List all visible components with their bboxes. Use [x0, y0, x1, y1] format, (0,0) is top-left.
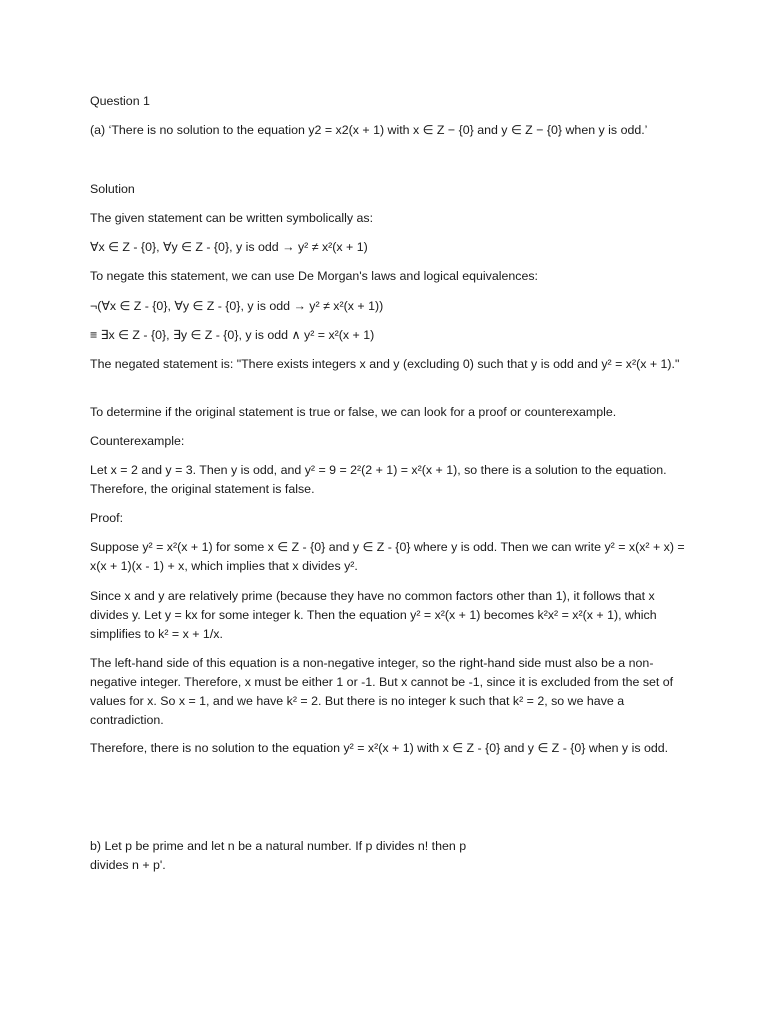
- formula-equivalence: ≡ ∃x ∈ Z - {0}, ∃y ∈ Z - {0}, y is odd ∧ y² = x²(x + 1): [90, 328, 375, 342]
- proof-label: Proof:: [90, 511, 124, 525]
- symbolic-intro-paragraph: The given statement can be written symbolically as:: [90, 211, 374, 225]
- conclusion-paragraph: Therefore, there is no solution to the equation y² = x²(x + 1) with x ∈ Z - {0} and y ∈ Z - {0} when y is odd.: [90, 741, 669, 755]
- proof-paragraph-2: Since x and y are relatively prime (because they have no common factors other than 1), it follows that x divides y. Let y = kx for some integer k. Then the equation y² = x²(x + 1) becomes k²x² = x²(x + 1), which simplifies to k² = x + 1/x.: [90, 589, 657, 641]
- question-heading: Question 1: [90, 94, 150, 108]
- negate-intro-paragraph: To negate this statement, we can use De Morgan's laws and logical equivalences:: [90, 269, 538, 283]
- formula-negation: ¬(∀x ∈ Z - {0}, ∀y ∈ Z - {0}, y is odd → y² ≠ x²(x + 1)): [90, 299, 384, 313]
- proof-paragraph-3: The left-hand side of this equation is a non-negative integer, so the right-hand side must also be a non-negative integer. Therefore, x must be either 1 or -1. But x cannot be -1, since it is excluded from the set of values for x. So x = 1, and we have k² = 2. But there is no integer k such that k² = 2, so we have a contradiction.: [90, 656, 674, 727]
- formula-original: ∀x ∈ Z - {0}, ∀y ∈ Z - {0}, y is odd → y² ≠ x²(x + 1): [90, 240, 368, 254]
- counterexample-label: Counterexample:: [90, 434, 185, 448]
- part-a-statement: (a) ‘There is no solution to the equation y2 = x2(x + 1) with x ∈ Z − {0} and y ∈ Z − {0} when y is odd.’: [90, 123, 648, 137]
- proof-paragraph-1: Suppose y² = x²(x + 1) for some x ∈ Z - {0} and y ∈ Z - {0} where y is odd. Then we can write y² = x(x² + x) = x(x + 1)(x - 1) + x, which implies that x divides y².: [90, 540, 685, 573]
- part-b-line-1: b) Let p be prime and let n be a natural number. If p divides n! then p: [90, 839, 467, 853]
- counterexample-paragraph: Let x = 2 and y = 3. Then y is odd, and y² = 9 = 2²(2 + 1) = x²(x + 1), so there is a solution to the equation. Therefore, the original statement is false.: [90, 463, 667, 496]
- solution-heading: Solution: [90, 182, 135, 196]
- part-b-line-2: divides n + p'.: [90, 858, 166, 872]
- negated-statement-paragraph: The negated statement is: "There exists integers x and y (excluding 0) such that y is odd and y² = x²(x + 1).": [90, 357, 680, 371]
- determine-paragraph: To determine if the original statement is true or false, we can look for a proof or counterexample.: [90, 405, 617, 419]
